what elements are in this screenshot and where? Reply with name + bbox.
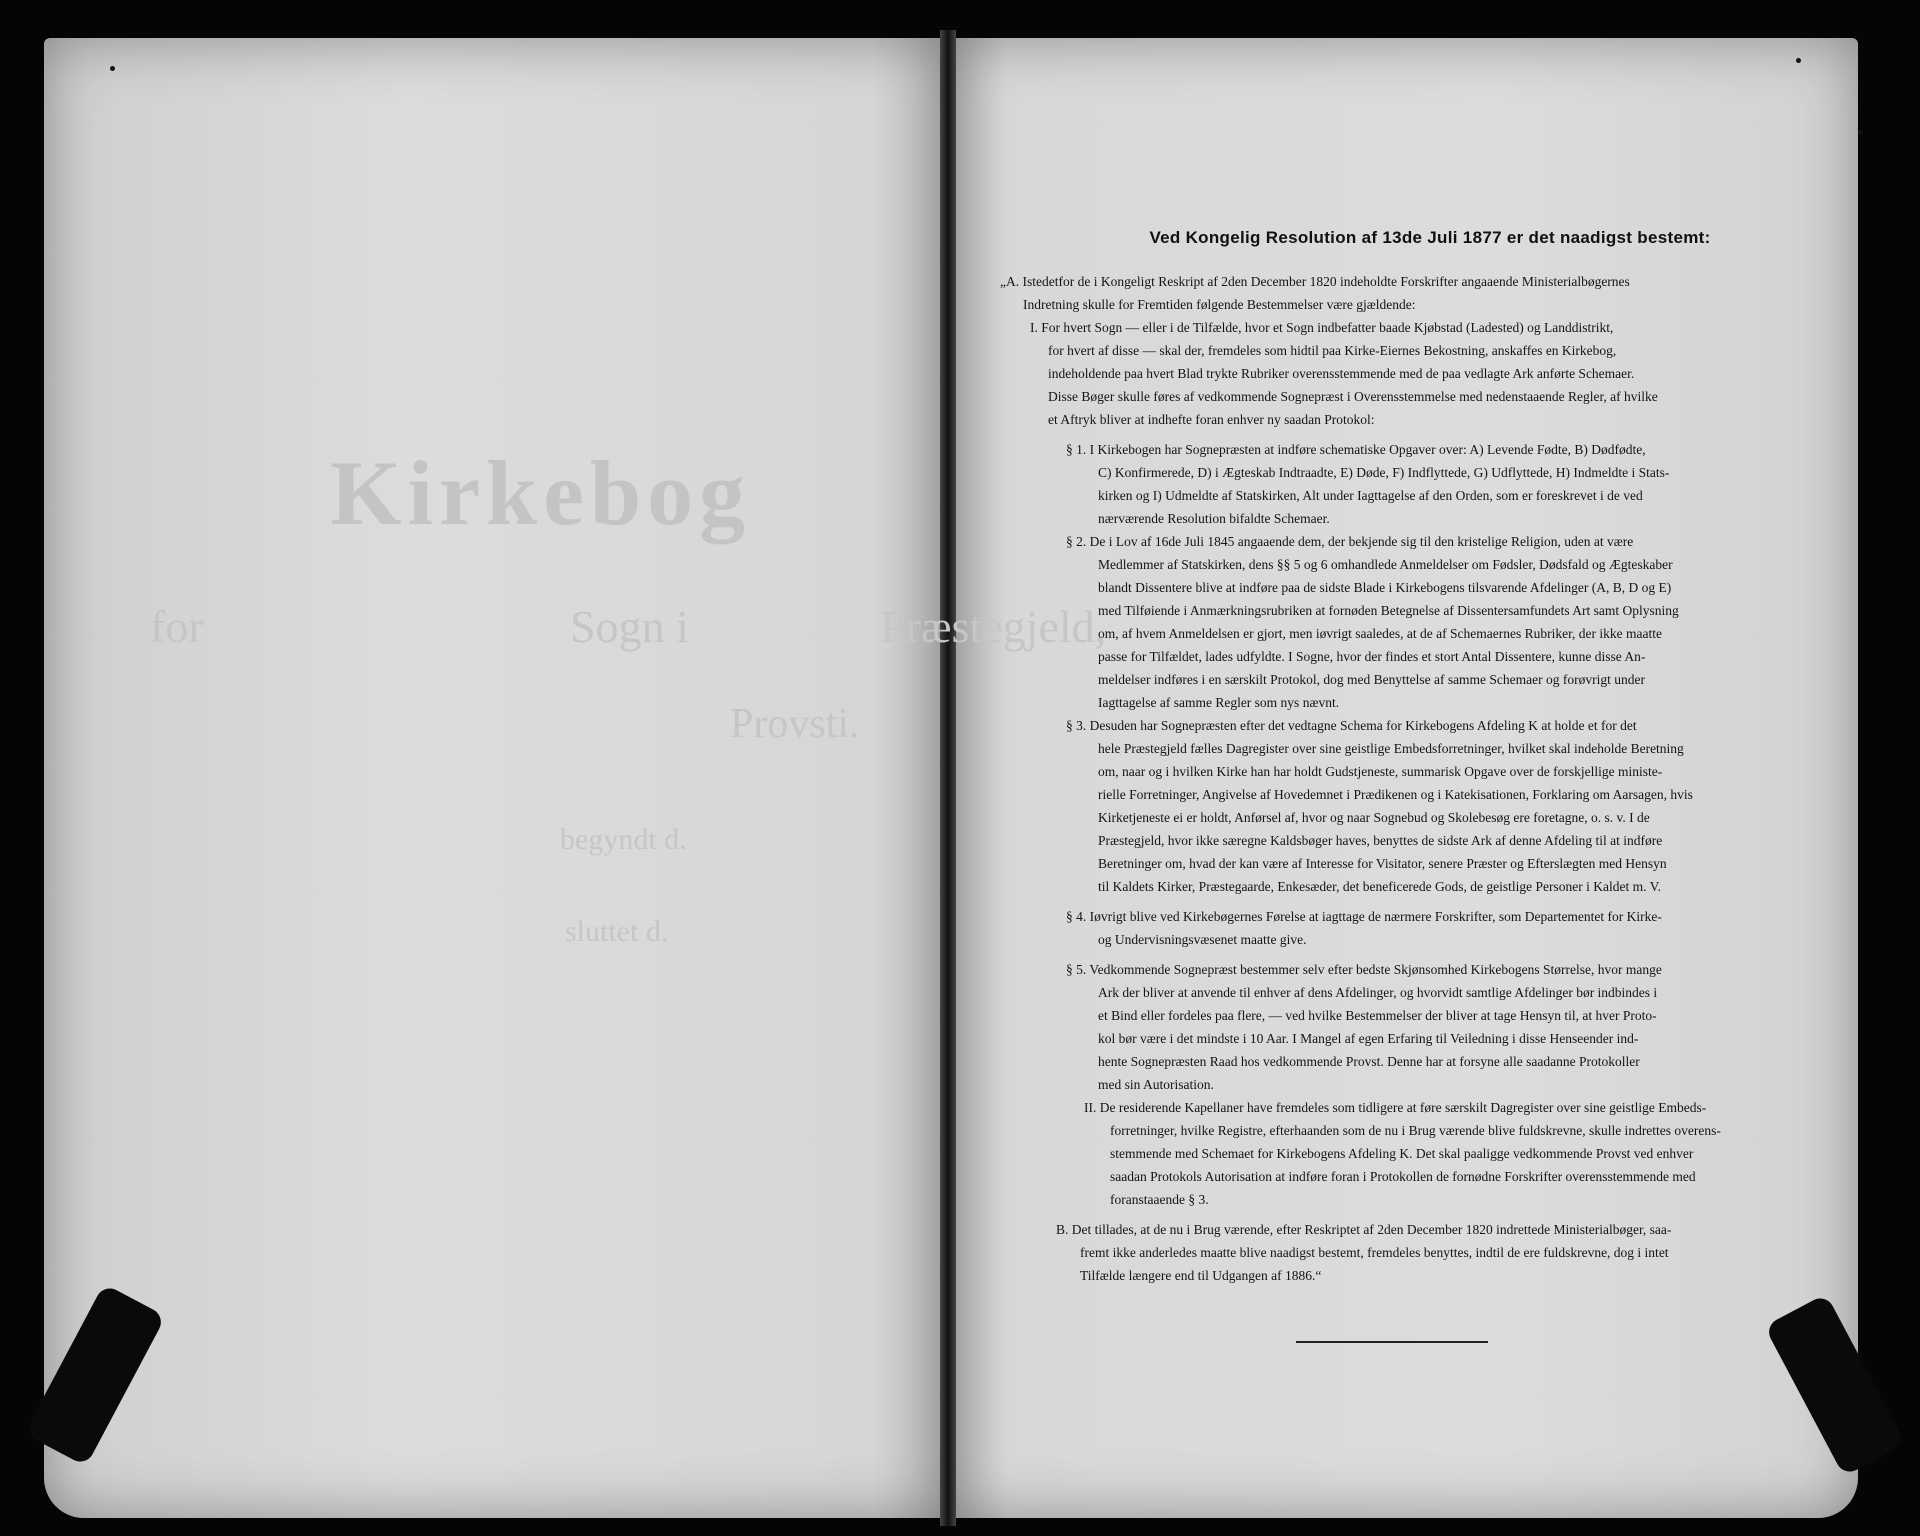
text-line: Ark der bliver at anvende til enhver af dens Afdelinger, og hvorvidt samtlige Afdelinger bør indbindes i	[1098, 985, 1658, 1000]
speck	[1858, 130, 1863, 135]
text-line: C) Konfirmerede, D) i Ægteskab Indtraadte, E) Døde, F) Indflyttede, G) Udflyttede, H) Indmeldte i Stats-	[1098, 465, 1670, 480]
text-line: og Undervisningsvæsenet maatte give.	[1098, 932, 1307, 947]
speck	[1796, 58, 1801, 63]
text-line: § 3. Desuden har Sognepræsten efter det vedtagne Schema for Kirkebogens Afdeling K at holde et for det	[1066, 718, 1637, 733]
text-line: § 5. Vedkommende Sognepræst bestemmer selv efter bedste Skjønsomhed Kirkebogens Størrelse, hvor mange	[1066, 962, 1662, 977]
faded-text: for	[150, 601, 204, 652]
text-line: § 4. Iøvrigt blive ved Kirkebøgernes Førelse at iagttage de nærmere Forskrifter, som Departementet for Kirke-	[1066, 909, 1662, 924]
text-line: stemmende med Schemaet for Kirkebogens Afdeling K. Det skal paaligge vedkommende Provst ved enhver	[1110, 1146, 1694, 1161]
text-line: hente Sognepræsten Raad hos vedkommende Provst. Denne har at forsyne alle saadanne Protokoller	[1098, 1054, 1640, 1069]
text-line: Disse Bøger skulle føres af vedkommende Sognepræst i Overensstemmelse med nedenstaaende Regler, af hvilke	[1048, 389, 1658, 404]
faded-text: sluttet d.	[565, 915, 669, 948]
text-line: indeholdende paa hvert Blad trykte Rubriker overensstemmende med de paa vedlagte Ark anførte Schemaer.	[1048, 366, 1635, 381]
text-line: Indretning skulle for Fremtiden følgende Bestemmelser være gjældende:	[1023, 297, 1416, 312]
text-line: B. Det tillades, at de nu i Brug værende, efter Reskriptet af 2den December 1820 indrettede Ministerialbøger, saa-	[1056, 1222, 1672, 1237]
text-line: „A. Istedetfor de i Kongeligt Reskript af 2den December 1820 indeholdte Forskrifter angaaende Ministerialbøgernes	[1000, 274, 1630, 289]
text-line: Præstegjeld, hvor ikke særegne Kaldsbøger haves, benyttes de sidste Ark af denne Afdeling til at indføre	[1098, 833, 1663, 848]
text-line: § 1. I Kirkebogen har Sognepræsten at indføre schematiske Opgaver over: A) Levende Fødte, B) Dødfødte,	[1066, 442, 1646, 457]
faded-text: begyndt d.	[560, 823, 687, 856]
text-line: om, af hvem Anmeldelsen er gjort, men iøvrigt saaledes, at de af Schemaernes Rubriker, der ikke maatte	[1098, 626, 1663, 641]
text-line: blandt Dissentere blive at indføre paa de sidste Blade i Kirkebogens tilsvarende Afdelinger (A, B, D og E)	[1098, 580, 1672, 595]
text-line: II. De residerende Kapellaner have fremdeles som tidligere at føre særskilt Dagregister over sine geistlige Embeds-	[1084, 1100, 1707, 1115]
text-line: Medlemmer af Statskirken, dens §§ 5 og 6 omhandlede Anmeldelser om Fødsler, Dødsfald og Ægteskaber	[1098, 557, 1673, 572]
text-line: rielle Forretninger, Angivelse af Hovedemnet i Prædikenen og i Katekisationen, Forklaring om Aarsagen, hvis	[1098, 787, 1693, 802]
text-line: fremt ikke anderledes maatte blive naadigst bestemt, fremdeles benyttes, indtil de ere fuldskrevne, dog i intet	[1080, 1245, 1669, 1260]
text-line: Beretninger om, hvad der kan være af Interesse for Visitator, senere Præster og Efterslægten med Hensyn	[1098, 856, 1667, 871]
text-line: om, naar og i hvilken Kirke han har holdt Gudstjeneste, summarisk Opgave over de forskjellige ministe-	[1098, 764, 1663, 779]
text-line: forretninger, hvilke Registre, efterhaanden som de nu i Brug værende blive fuldskrevne, skulle indrettes overens-	[1110, 1123, 1721, 1138]
faded-text: Præstegjeld,	[880, 601, 1107, 652]
text-line: med sin Autorisation.	[1098, 1077, 1214, 1092]
text-line: meldelser indføres i en særskilt Protokol, dog med Benyttelse af samme Schemaer og forøvrigt under	[1098, 672, 1646, 687]
text-line: Tilfælde længere end til Udgangen af 1886.“	[1080, 1268, 1322, 1283]
faded-title: Kirkebog	[330, 442, 752, 544]
text-line: for hvert af disse — skal der, fremdeles som hidtil paa Kirke-Eiernes Bekostning, anskaffes en Kirkebog,	[1048, 343, 1617, 358]
text-line: kol bør være i det mindste i 10 Aar. I Mangel af egen Erfaring til Veiledning i disse Henseender ind-	[1098, 1031, 1639, 1046]
text-line: Kirketjeneste ei er holdt, Anførsel af, hvor og naar Sognebud og Skolebesøg ere foretagne, o. s. v. I de	[1098, 810, 1650, 825]
text-line: med Tilføiende i Anmærkningsrubriken at fornøden Betegnelse af Dissentersamfundets Art samt Oplysning	[1098, 603, 1679, 618]
text-line: I. For hvert Sogn — eller i de Tilfælde, hvor et Sogn indbefatter baade Kjøbstad (Ladested) og Landdistrikt,	[1030, 320, 1614, 335]
text-line: saadan Protokols Autorisation at indføre foran i Protokollen de fornødne Forskrifter overensstemmende med	[1110, 1169, 1696, 1184]
text-line: nærværende Resolution bifaldte Schemaer.	[1098, 511, 1330, 526]
text-line: hele Præstegjeld fælles Dagregister over sine geistlige Embedsforretninger, hvilket skal indeholde Beretning	[1098, 741, 1684, 756]
text-line: § 2. De i Lov af 16de Juli 1845 angaaende dem, der bekjende sig til den kristelige Religion, uden at være	[1066, 534, 1634, 549]
faded-text: Provsti.	[730, 701, 860, 747]
closing-rule	[1296, 1341, 1488, 1343]
text-line: passe for Tilfældet, lades udfyldte. I Sogne, hvor der findes et stort Antal Dissentere, kunne disse An-	[1098, 649, 1646, 664]
speck	[110, 66, 115, 71]
resolution-heading: Ved Kongelig Resolution af 13de Juli 1877 er det naadigst bestemt:	[1149, 228, 1711, 247]
text-line: til Kaldets Kirker, Præstegaarde, Enkesæder, det beneficerede Gods, de geistlige Personer i Kaldet m. V.	[1098, 879, 1662, 894]
text-line: kirken og I) Udmeldte af Statskirken, Alt under Iagttagelse af den Orden, som er foreskrevet i de ved	[1098, 488, 1643, 503]
left-page	[44, 38, 944, 1518]
text-line: foranstaaende § 3.	[1110, 1192, 1209, 1207]
faded-text: Sogn i	[570, 601, 689, 652]
text-line: et Aftryk bliver at indhefte foran enhver ny saadan Protokol:	[1048, 412, 1375, 427]
book-gutter	[940, 30, 956, 1526]
text-line: et Bind eller fordeles paa flere, — ved hvilke Bestemmelser der bliver at tage Hensyn til, at hver Proto-	[1098, 1008, 1657, 1023]
text-line: Iagttagelse af samme Regler som nys nævnt.	[1098, 695, 1340, 710]
